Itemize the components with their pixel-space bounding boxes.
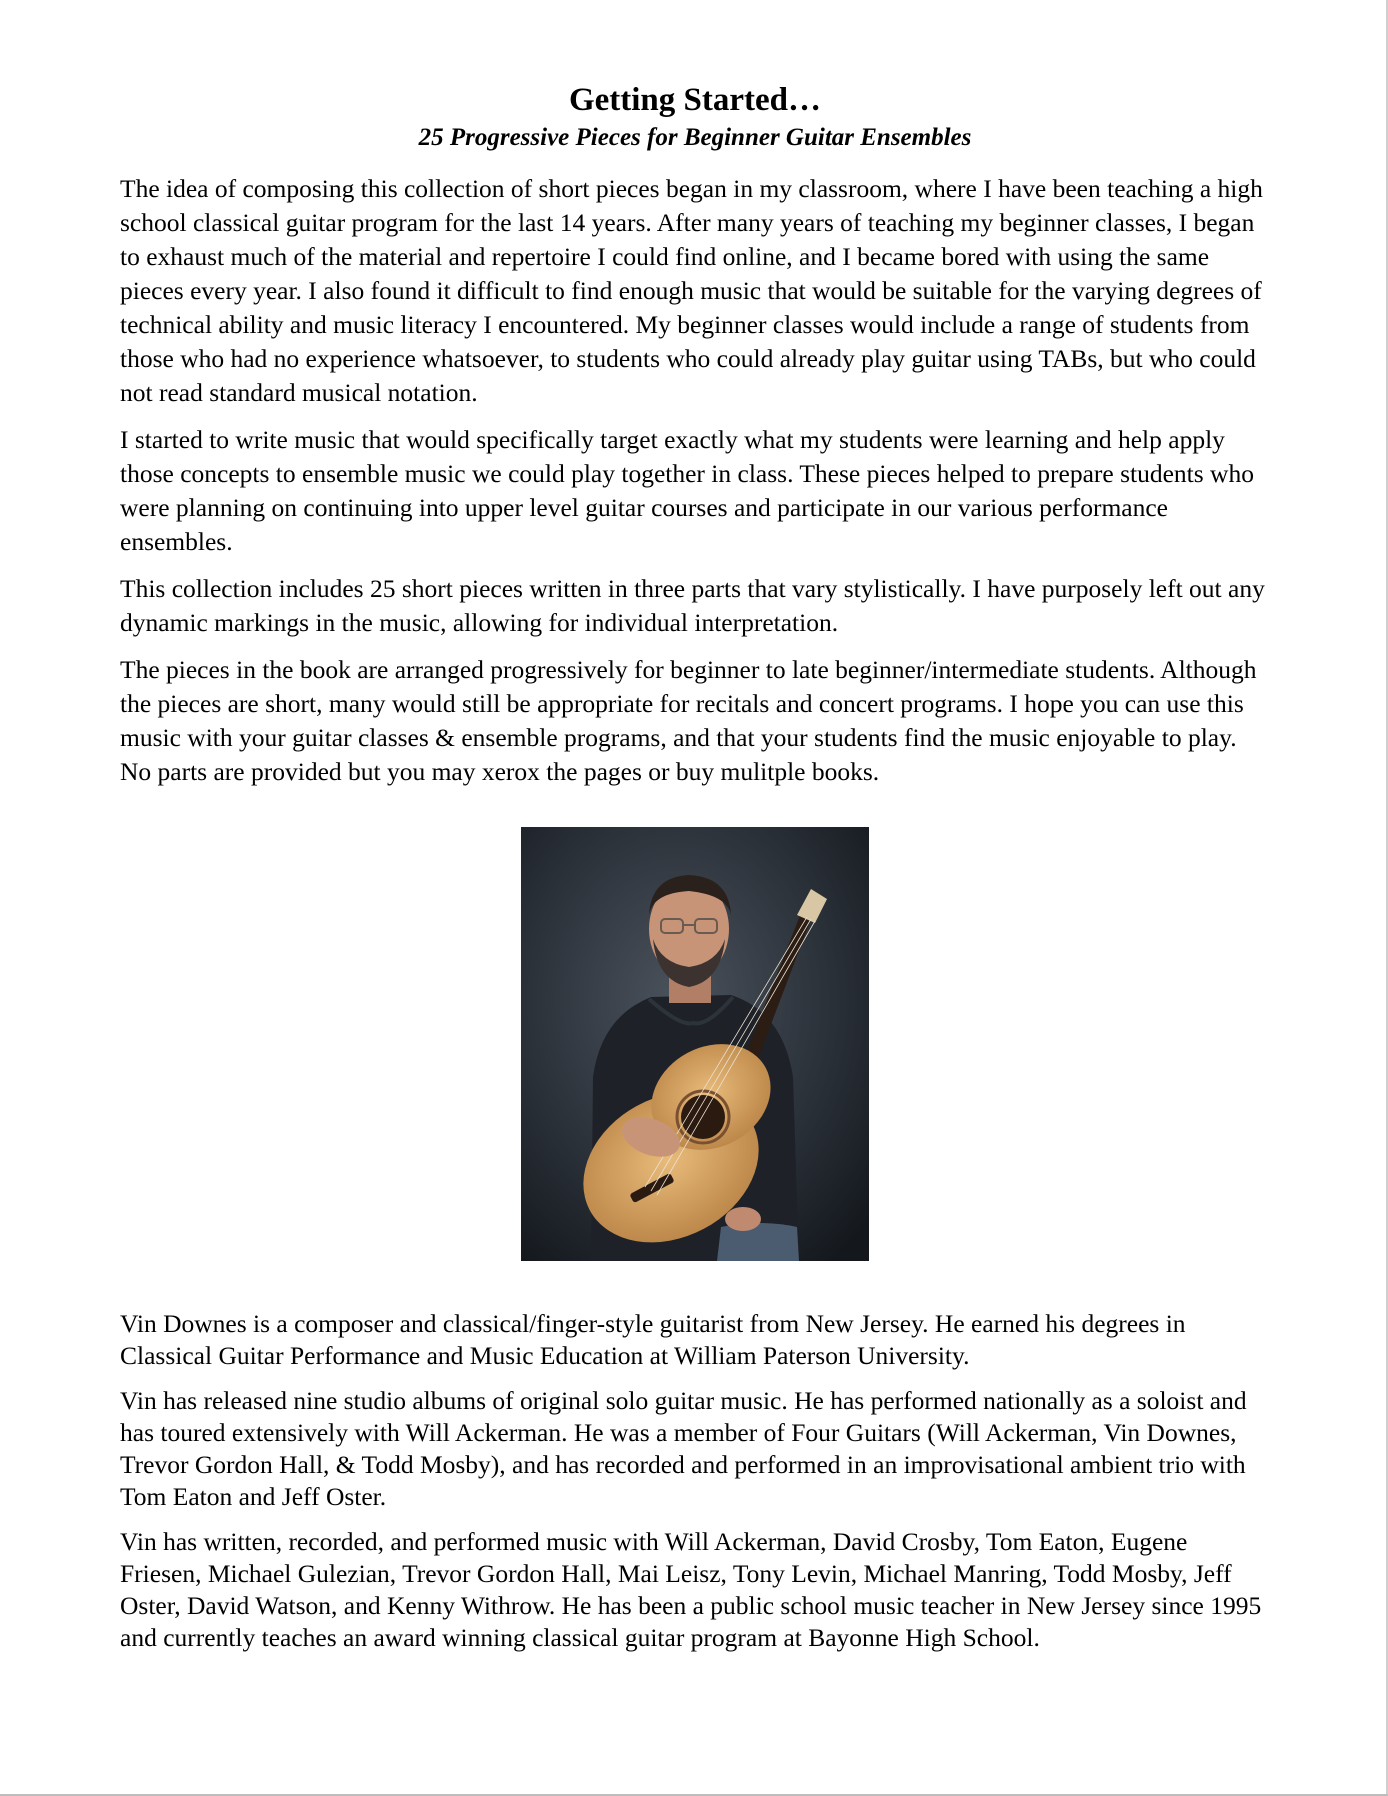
page-title: Getting Started…	[568, 82, 822, 118]
document-page	[120, 78, 1270, 1667]
bio-paragraph-3: Vin has written, recorded, and performed music with Will Ackerman, David Crosby, Tom Eaton, Eugene Friesen, Michael Gulezian, Trevor Gordon Hall, Mai Leisz, Tony Levin, Michael Manring, Todd Mosby, Jeff Oster, David Watson, and Kenny Withrow. He has been a public school music teacher in New Jersey since 1995 and currently teaches an award winning classical guitar program at Bayonne High School.	[120, 1527, 1262, 1652]
bio-paragraph-1: Vin Downes is a composer and classical/finger-style guitarist from New Jersey. He earned his degrees in Classical Guitar Performance and Music Education at William Paterson University.	[120, 1309, 1186, 1370]
page-subtitle: 25 Progressive Pieces for Beginner Guitar Ensembles	[418, 124, 972, 151]
bio-paragraph-2: Vin has released nine studio albums of original solo guitar music. He has performed nationally as a soloist and has toured extensively with Will Ackerman. He was a member of Four Guitars (Will Ackerman, Vin Downes, Trevor Gordon Hall, & Todd Mosby), and has recorded and performed in an improvisational ambient trio with Tom Eaton and Jeff Oster.	[120, 1386, 1247, 1511]
guitarist-portrait-image	[521, 827, 869, 1261]
intro-paragraph-4: The pieces in the book are arranged progressively for beginner to late beginner/intermediate students. Although the pieces are short, many would still be appropriate for recitals and concert programs. I hope you can use this music with your guitar classes & ensemble programs, and that your students find the music enjoyable to play. No parts are provided but you may xerox the pages or buy mulitple books.	[120, 655, 1257, 786]
author-photo	[521, 827, 869, 1261]
intro-paragraph-3: This collection includes 25 short pieces written in three parts that vary stylistically. I have purposely left out any dynamic markings in the music, allowing for individual interpretation.	[120, 574, 1265, 637]
intro-paragraph-2: I started to write music that would specifically target exactly what my students were learning and help apply those concepts to ensemble music we could play together in class. These pieces helped to prepare students who were planning on continuing into upper level guitar courses and participate in our various performance ensembles.	[120, 425, 1254, 556]
intro-paragraph-1: The idea of composing this collection of short pieces began in my classroom, where I have been teaching a high school classical guitar program for the last 14 years. After many years of teaching my beginner classes, I began to exhaust much of the material and repertoire I could find online, and I became bored with using the same pieces every year. I also found it difficult to find enough music that would be suitable for the varying degrees of technical ability and music literacy I encountered. My beginner classes would include a range of students from those who had no experience whatsoever, to students who could already play guitar using TABs, but who could not read standard musical notation.	[120, 174, 1263, 407]
